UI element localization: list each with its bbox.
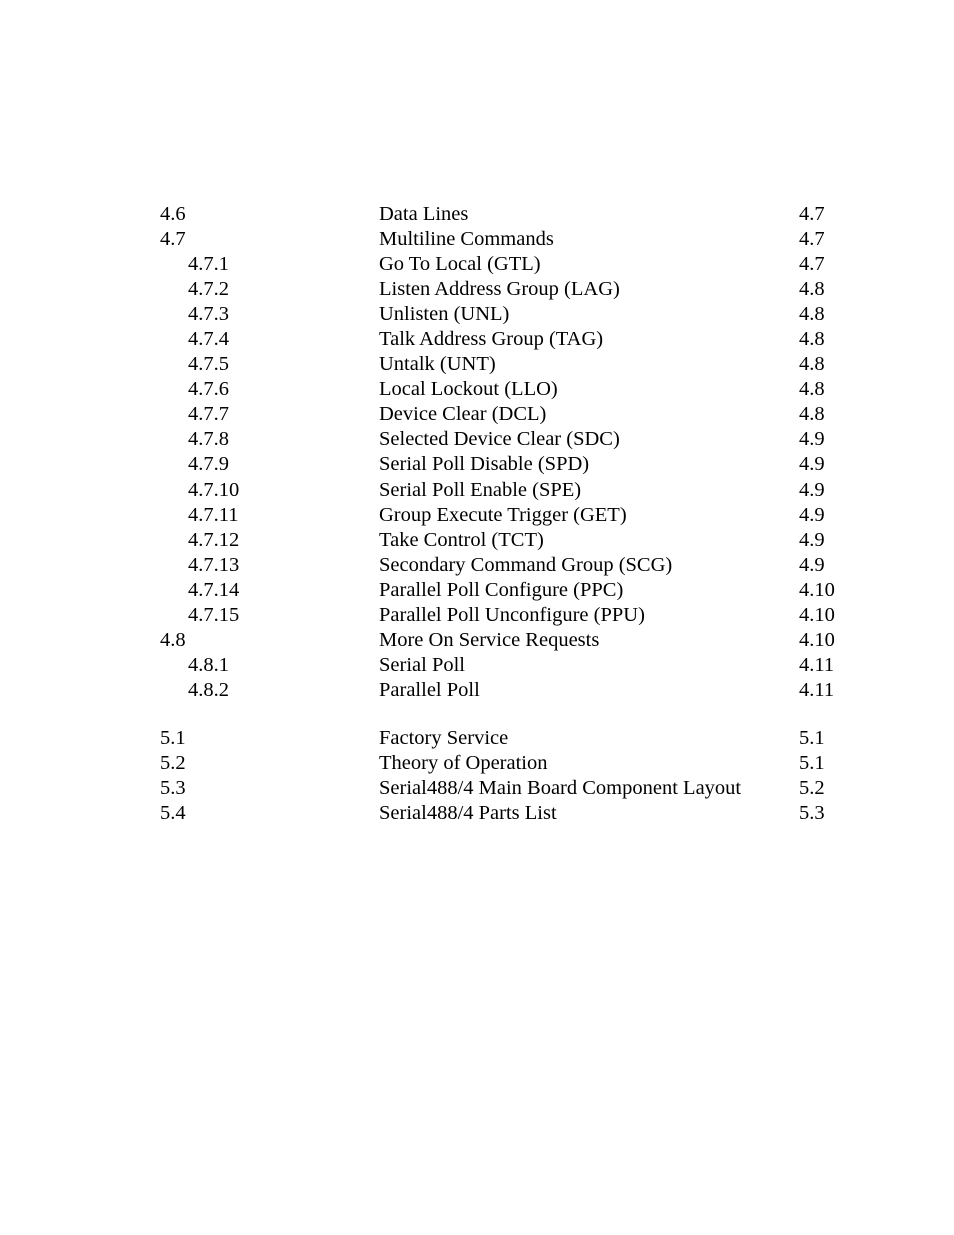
section-number: 4.7.4 xyxy=(188,328,229,351)
section-number: 4.7.7 xyxy=(188,403,229,426)
page-number: 4.10 xyxy=(799,628,835,651)
toc-section xyxy=(0,202,954,703)
section-number: 4.7.15 xyxy=(188,603,240,626)
toc-section xyxy=(0,726,954,826)
section-number: 5.4 xyxy=(160,802,186,825)
section-title: Parallel Poll Configure (PPC) xyxy=(379,578,624,601)
toc-entry xyxy=(0,553,954,578)
page-number: 5.1 xyxy=(799,751,825,774)
toc-entry xyxy=(0,478,954,503)
section-title: Selected Device Clear (SDC) xyxy=(379,428,620,451)
section-title: Multiline Commands xyxy=(379,228,554,251)
section-number: 4.7.14 xyxy=(188,578,240,601)
page-number: 4.9 xyxy=(799,528,825,551)
section-number: 4.7.9 xyxy=(188,453,229,476)
page-number: 4.8 xyxy=(799,378,825,401)
page-number: 4.8 xyxy=(799,403,825,426)
toc-entry xyxy=(0,503,954,528)
toc-entry xyxy=(0,776,954,801)
page-number: 4.8 xyxy=(799,303,825,326)
section-number: 4.7.12 xyxy=(188,528,240,551)
toc-entry xyxy=(0,327,954,352)
page-number: 4.7 xyxy=(799,203,825,225)
page-number: 4.7 xyxy=(799,228,825,251)
table-of-contents xyxy=(0,202,954,826)
page-number: 4.11 xyxy=(799,653,835,676)
page-number: 5.2 xyxy=(799,777,825,800)
section-number: 4.8.1 xyxy=(188,653,229,676)
toc-entry xyxy=(0,452,954,477)
toc-entry xyxy=(0,277,954,302)
page-number: 5.1 xyxy=(799,726,825,749)
section-title: Data Lines xyxy=(379,203,469,225)
page-number: 4.8 xyxy=(799,353,825,376)
section-number: 5.1 xyxy=(160,726,186,749)
toc-entry xyxy=(0,628,954,653)
toc-entry xyxy=(0,402,954,427)
toc-entry xyxy=(0,678,954,703)
page-number: 4.10 xyxy=(799,578,835,601)
toc-entry xyxy=(0,801,954,826)
section-title: Talk Address Group (TAG) xyxy=(379,328,604,351)
section-title: Local Lockout (LLO) xyxy=(379,378,558,401)
section-title: Listen Address Group (LAG) xyxy=(379,278,620,301)
toc-entry xyxy=(0,528,954,553)
section-title: Unlisten (UNL) xyxy=(379,303,510,326)
section-number: 4.7.10 xyxy=(188,478,240,501)
section-title: Serial488/4 Main Board Component Layout xyxy=(379,777,742,800)
toc-entry xyxy=(0,726,954,751)
section-title: Go To Local (GTL) xyxy=(379,253,541,276)
section-number: 4.7.1 xyxy=(188,253,229,276)
section-title: Serial Poll Disable (SPD) xyxy=(379,453,590,476)
page-number: 4.9 xyxy=(799,553,825,576)
section-title: Take Control (TCT) xyxy=(379,528,544,551)
section-number: 4.7.8 xyxy=(188,428,229,451)
page-number: 4.8 xyxy=(799,278,825,301)
section-number: 4.7.3 xyxy=(188,303,229,326)
page-number: 4.9 xyxy=(799,478,825,501)
section-number: 4.7.11 xyxy=(188,503,239,526)
section-number: 4.7.13 xyxy=(188,553,240,576)
section-title: Parallel Poll Unconfigure (PPU) xyxy=(379,603,645,626)
page-number: 4.9 xyxy=(799,503,825,526)
section-title: Serial Poll xyxy=(379,653,465,676)
page-number: 5.3 xyxy=(799,802,825,825)
page-number: 4.8 xyxy=(799,328,825,351)
section-number: 4.7 xyxy=(160,228,186,251)
section-title: Factory Service xyxy=(379,726,509,749)
section-title: Group Execute Trigger (GET) xyxy=(379,503,627,526)
page-number: 4.10 xyxy=(799,603,835,626)
toc-entry xyxy=(0,352,954,377)
section-number: 4.7.5 xyxy=(188,353,229,376)
page-number: 4.7 xyxy=(799,253,825,276)
section-number: 4.7.6 xyxy=(188,378,229,401)
toc-entry xyxy=(0,427,954,452)
toc-entry xyxy=(0,603,954,628)
section-number: 4.8 xyxy=(160,628,186,651)
section-title: Device Clear (DCL) xyxy=(379,403,547,426)
toc-entry xyxy=(0,751,954,776)
toc-entry xyxy=(0,377,954,402)
toc-entry xyxy=(0,578,954,603)
section-title: More On Service Requests xyxy=(379,628,600,651)
section-number: 5.2 xyxy=(160,751,186,774)
section-title: Serial Poll Enable (SPE) xyxy=(379,478,582,501)
toc-entry xyxy=(0,302,954,327)
section-number: 4.7.2 xyxy=(188,278,229,301)
page-number: 4.9 xyxy=(799,453,825,476)
toc-entry xyxy=(0,227,954,252)
toc-entry xyxy=(0,202,954,227)
toc-entry xyxy=(0,252,954,277)
page-number: 4.9 xyxy=(799,428,825,451)
section-number: 5.3 xyxy=(160,777,186,800)
section-number: 4.8.2 xyxy=(188,678,229,701)
section-title: Theory of Operation xyxy=(379,751,548,774)
section-title: Secondary Command Group (SCG) xyxy=(379,553,673,576)
section-title: Untalk (UNT) xyxy=(379,353,496,376)
section-number: 4.6 xyxy=(160,203,186,225)
page-number: 4.11 xyxy=(799,678,835,701)
toc-entry xyxy=(0,653,954,678)
section-title: Parallel Poll xyxy=(379,678,480,701)
section-title: Serial488/4 Parts List xyxy=(379,802,557,825)
